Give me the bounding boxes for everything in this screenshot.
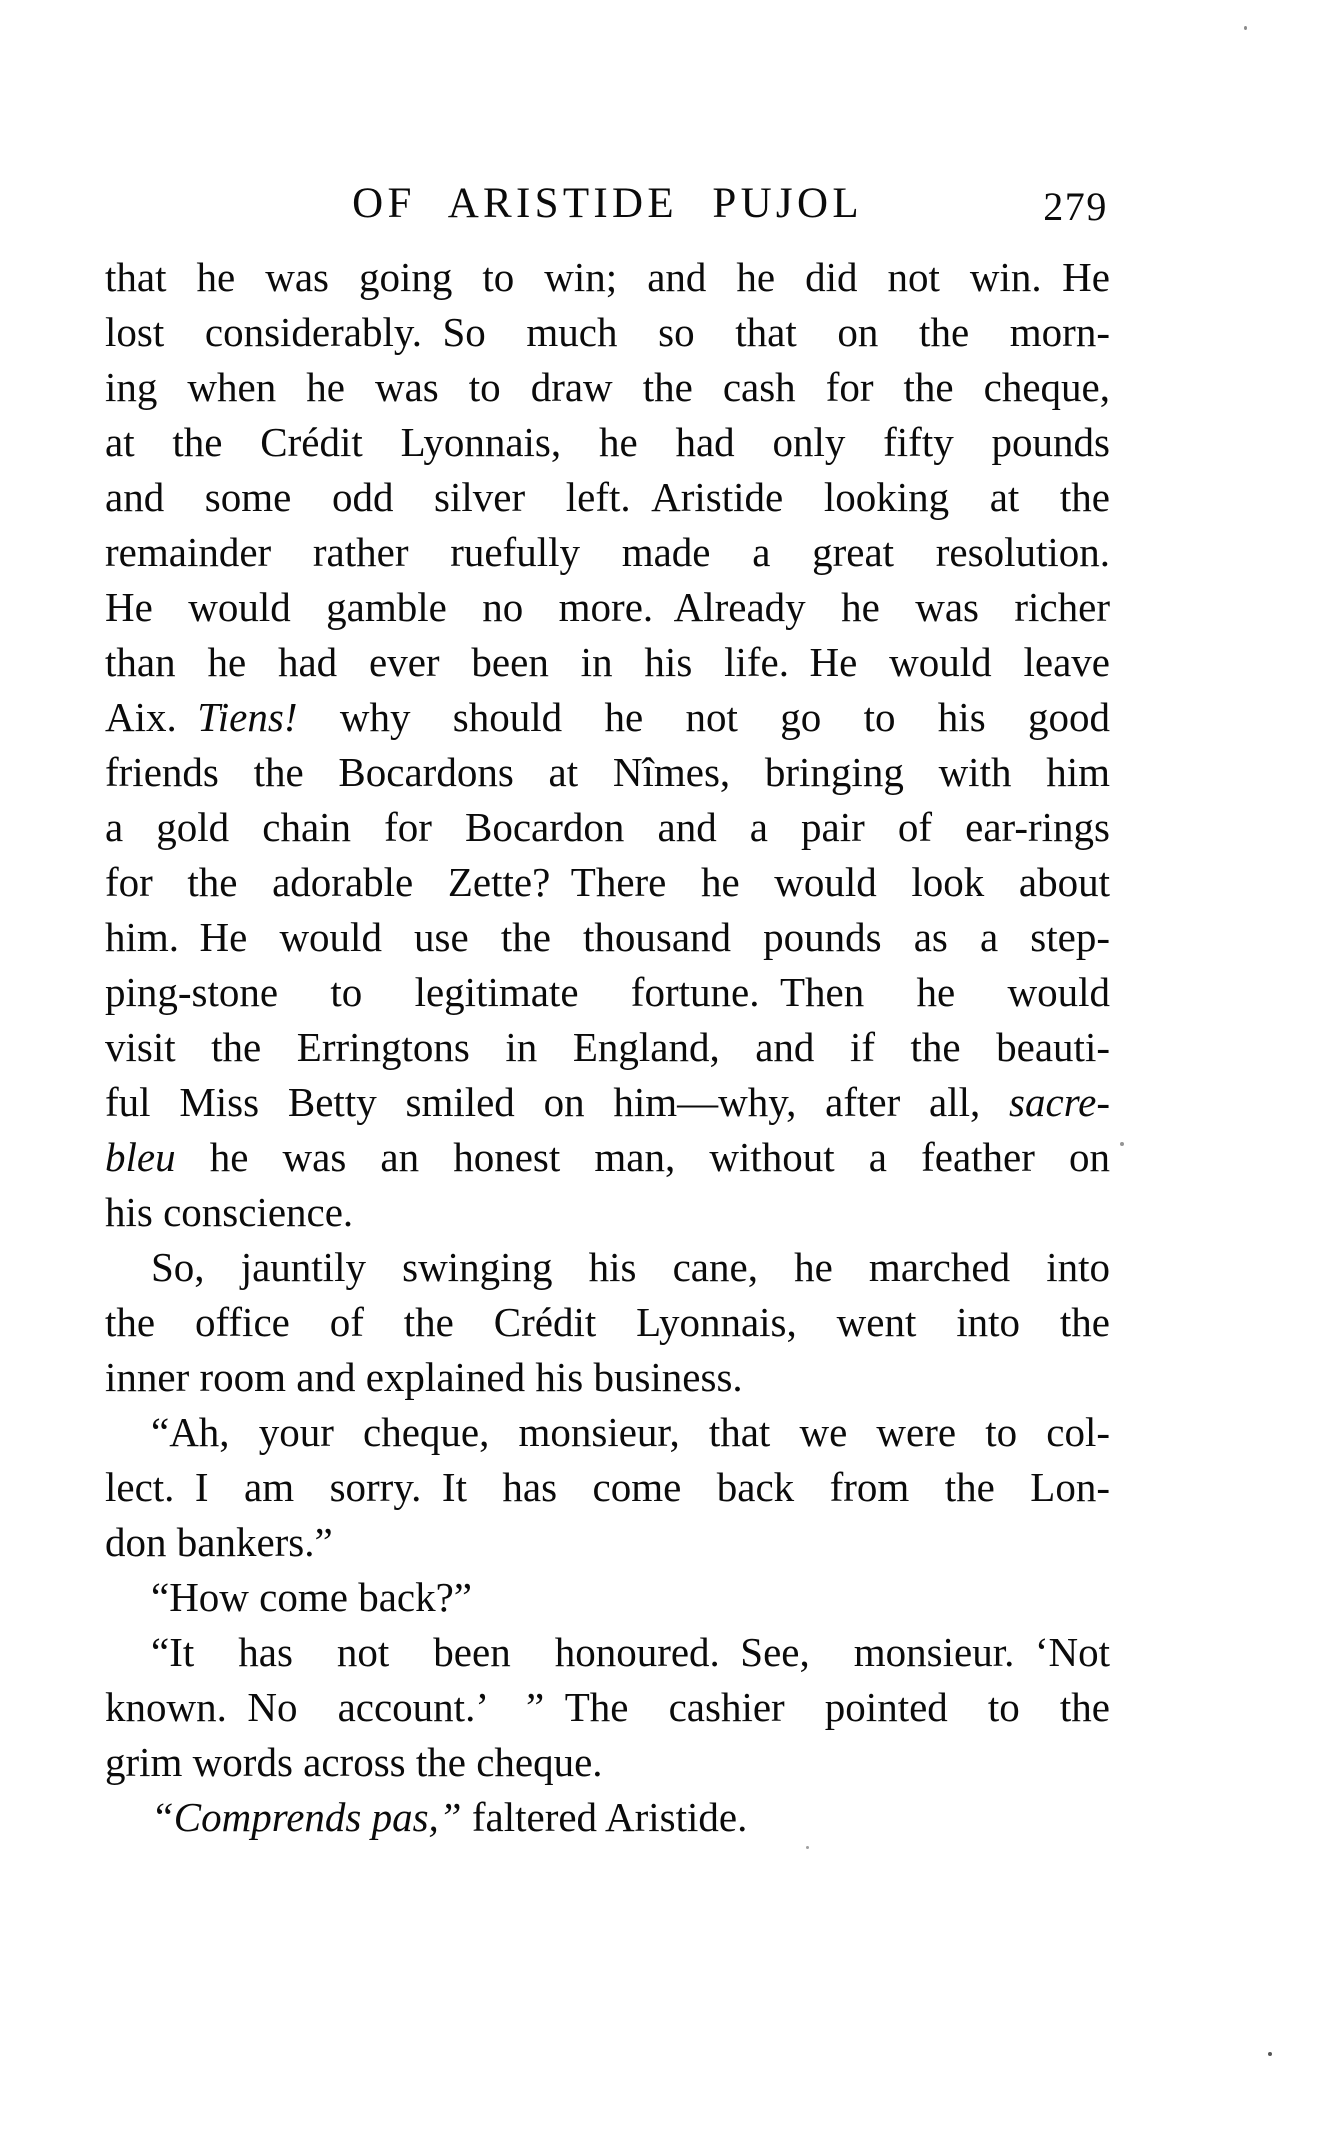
text-run: faltered Aristide. xyxy=(461,1794,748,1840)
text-run: for the adorable Zette? There he would look about xyxy=(105,859,1110,905)
scan-speck xyxy=(1120,1142,1124,1146)
italic-text-run: Tiens! xyxy=(197,694,298,740)
scan-speck xyxy=(1244,26,1247,30)
text-line xyxy=(105,1130,1110,1185)
text-line xyxy=(105,800,1110,855)
text-run: his conscience. xyxy=(105,1189,354,1235)
text-line xyxy=(105,1405,1110,1460)
text-run: known. No account.’ ” The cashier pointed to the xyxy=(105,1684,1110,1730)
text-run: ful Miss Betty smiled on him—why, after all, xyxy=(105,1079,1010,1125)
text-run: So, jauntily swinging his cane, he marched into xyxy=(151,1244,1110,1290)
text-run: and some odd silver left. Aristide looking at the xyxy=(105,474,1110,520)
text-run: “Ah, your cheque, monsieur, that we were to col- xyxy=(151,1409,1110,1455)
text-run: don bankers.” xyxy=(105,1519,333,1565)
text-line xyxy=(105,1350,1110,1405)
text-line xyxy=(105,855,1110,910)
text-run: “How come back?” xyxy=(151,1574,472,1620)
text-run: Aix. xyxy=(105,694,198,740)
text-line xyxy=(105,965,1110,1020)
text-line xyxy=(105,745,1110,800)
text-line xyxy=(105,1570,1110,1625)
text-run: friends the Bocardons at Nîmes, bringing with him xyxy=(105,749,1110,795)
text-line xyxy=(105,1185,1110,1240)
text-line xyxy=(105,415,1110,470)
italic-text-run: bleu xyxy=(105,1134,176,1180)
text-run: why should he not go to his good xyxy=(297,694,1110,740)
text-line xyxy=(105,250,1110,305)
body-text xyxy=(105,250,1110,1845)
text-line xyxy=(105,1240,1110,1295)
text-run: than he had ever been in his life. He would leave xyxy=(105,639,1110,685)
text-line xyxy=(105,635,1110,690)
text-run: him. He would use the thousand pounds as a step- xyxy=(105,914,1110,960)
text-line xyxy=(105,1735,1110,1790)
text-run: a gold chain for Bocardon and a pair of ear-rings xyxy=(105,804,1110,850)
text-run: he was an honest man, without a feather on xyxy=(175,1134,1110,1180)
italic-text-run: sacre- xyxy=(1009,1079,1110,1125)
italic-text-run: “Comprends pas,” xyxy=(151,1794,462,1840)
text-line xyxy=(105,1075,1110,1130)
page-number: 279 xyxy=(1043,184,1108,229)
text-line xyxy=(105,305,1110,360)
text-line xyxy=(105,470,1110,525)
text-run: that he was going to win; and he did not win. He xyxy=(105,254,1110,300)
text-run: lost considerably. So much so that on the morn- xyxy=(105,309,1110,355)
text-line xyxy=(105,1295,1110,1350)
text-run: inner room and explained his business. xyxy=(105,1354,743,1400)
text-line xyxy=(105,1515,1110,1570)
text-line xyxy=(105,910,1110,965)
page-title: OF ARISTIDE PUJOL xyxy=(352,180,863,227)
text-line xyxy=(105,1680,1110,1735)
text-line xyxy=(105,1460,1110,1515)
text-line xyxy=(105,360,1110,415)
text-run: lect. I am sorry. It has come back from the Lon- xyxy=(105,1464,1110,1510)
text-line xyxy=(105,1625,1110,1680)
text-run: visit the Erringtons in England, and if the beauti- xyxy=(105,1024,1110,1070)
text-run: “It has not been honoured. See, monsieur. ‘Not xyxy=(151,1629,1110,1675)
text-line xyxy=(105,1020,1110,1075)
text-run: grim words across the cheque. xyxy=(105,1739,603,1785)
text-run: the office of the Crédit Lyonnais, went into the xyxy=(105,1299,1110,1345)
text-line xyxy=(105,1790,1110,1845)
text-run: ping-stone to legitimate fortune. Then he would xyxy=(105,969,1110,1015)
text-run: remainder rather ruefully made a great resolution. xyxy=(105,529,1110,575)
text-run: ing when he was to draw the cash for the cheque, xyxy=(105,364,1110,410)
text-run: at the Crédit Lyonnais, he had only fifty pounds xyxy=(105,419,1110,465)
text-line xyxy=(105,525,1110,580)
text-run: He would gamble no more. Already he was richer xyxy=(105,584,1110,630)
scan-speck xyxy=(806,1846,809,1849)
running-header xyxy=(105,176,1110,236)
text-line xyxy=(105,580,1110,635)
scan-speck xyxy=(1268,2052,1272,2056)
text-line xyxy=(105,690,1110,745)
